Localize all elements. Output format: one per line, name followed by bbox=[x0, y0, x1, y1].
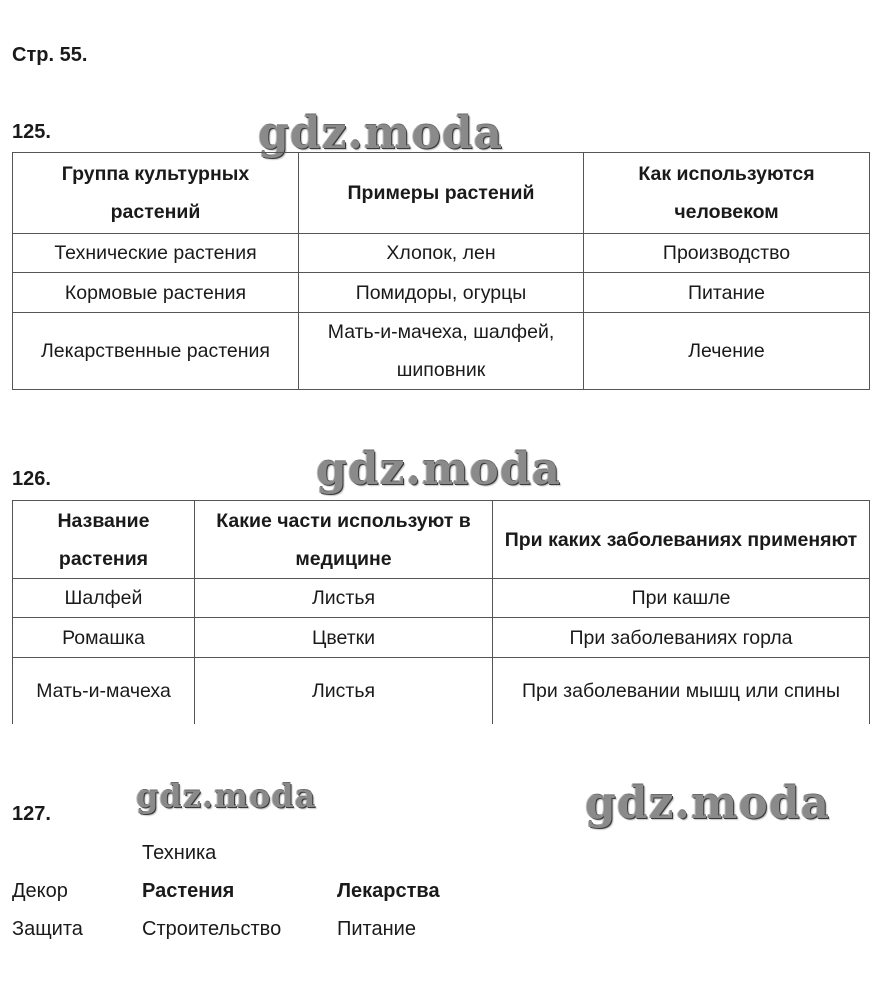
table-row bbox=[13, 658, 870, 725]
task-126-number: 126. bbox=[12, 468, 51, 490]
table-header-row bbox=[13, 153, 870, 234]
cluster-center-word: Растения bbox=[142, 880, 235, 902]
table-cell: Листья bbox=[195, 658, 493, 725]
table-cell: При заболевании мышц или спины bbox=[493, 658, 870, 725]
table-cell: Питание bbox=[584, 273, 870, 313]
page-reference: Стр. 55. bbox=[12, 44, 88, 66]
table-cell: Лечение bbox=[584, 313, 870, 390]
watermark-logo: gdz.moda bbox=[316, 444, 562, 495]
table-cell: Технические растения bbox=[13, 234, 299, 273]
cluster-word-right: Лекарства bbox=[337, 880, 440, 902]
table-cell: Листья bbox=[195, 579, 493, 618]
table-cell: Шалфей bbox=[13, 579, 195, 618]
watermark-logo: gdz.moda bbox=[136, 777, 317, 815]
table-header-cell: Какие части используют в медицине bbox=[195, 501, 493, 579]
table-cell: При кашле bbox=[493, 579, 870, 618]
table-row bbox=[13, 273, 870, 313]
table-header-cell: Примеры растений bbox=[299, 153, 584, 234]
cluster-word-left: Декор bbox=[12, 880, 68, 902]
watermark-logo: gdz.moda bbox=[258, 108, 504, 159]
table-cell: Мать-и-мачеха bbox=[13, 658, 195, 725]
table-row bbox=[13, 618, 870, 658]
table-cell: Хлопок, лен bbox=[299, 234, 584, 273]
table-cell: Цветки bbox=[195, 618, 493, 658]
table-row bbox=[13, 234, 870, 273]
table-header-cell: Как используются человеком bbox=[584, 153, 870, 234]
task-125-table bbox=[12, 152, 870, 390]
watermark-logo: gdz.moda bbox=[585, 778, 831, 829]
task-127-number: 127. bbox=[12, 803, 51, 825]
table-row bbox=[13, 579, 870, 618]
table-cell: Лекарственные растения bbox=[13, 313, 299, 390]
task-126-table bbox=[12, 500, 870, 724]
table-header-row bbox=[13, 501, 870, 579]
cluster-word-top: Техника bbox=[142, 842, 217, 864]
table-cell: Помидоры, огурцы bbox=[299, 273, 584, 313]
table-cell: Производство bbox=[584, 234, 870, 273]
table-header-cell: Группа культурных растений bbox=[13, 153, 299, 234]
table-cell: Ромашка bbox=[13, 618, 195, 658]
table-header-cell: Название растения bbox=[13, 501, 195, 579]
table-header-cell: При каких заболеваниях применяют bbox=[493, 501, 870, 579]
table-cell: Мать-и-мачеха, шалфей, шиповник bbox=[299, 313, 584, 390]
table-cell: Кормовые растения bbox=[13, 273, 299, 313]
cluster-word-bottom-left: Защита bbox=[12, 918, 83, 940]
cluster-word-bottom: Строительство bbox=[142, 918, 282, 940]
cluster-word-bottom-right: Питание bbox=[337, 918, 416, 940]
table-cell: При заболеваниях горла bbox=[493, 618, 870, 658]
table-row bbox=[13, 313, 870, 390]
task-125-number: 125. bbox=[12, 121, 51, 143]
